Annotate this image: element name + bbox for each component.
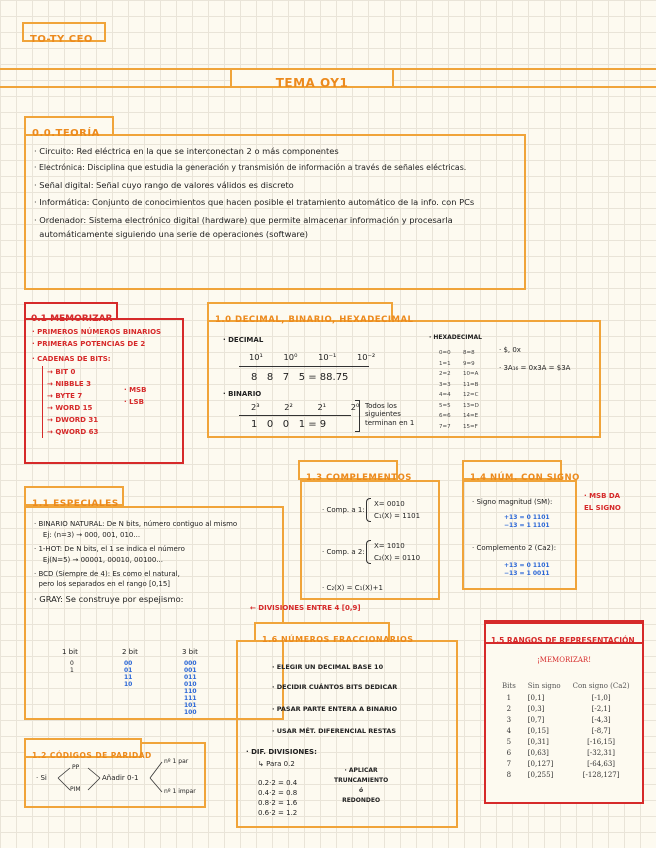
complementos-title: 1.3 COMPLEMENTOS	[306, 473, 412, 483]
frac-div-sub: ↳ Para 0.2	[258, 760, 295, 768]
fraccionarios-title-box	[254, 622, 414, 644]
rangos-header-unsigned: Sin signo	[527, 682, 561, 690]
paridad-title: 1.2 CÓDIGOS DE PARIDAD	[32, 751, 152, 760]
memorizar-title: 0.1 MEMORIZAR	[31, 314, 113, 324]
bin-powers: 2³ 2² 2¹ 2⁰	[251, 402, 360, 412]
rangos-sub: ¡MEMORIZAR!	[536, 656, 592, 664]
teoria-line-1: · Circuito: Red eléctrica en la que se interconectan 2 o más componentes	[34, 146, 339, 156]
especiales-title-box	[24, 486, 124, 509]
teoria-line-3: · Señal digital: Señal cuyo rango de valores válidos es discreto	[34, 180, 294, 191]
chain-dword: → DWORD 31	[47, 416, 99, 425]
frac-item-4: · USAR MÉT. DIFERENCIAL RESTAS	[272, 727, 397, 735]
rangos-table	[496, 680, 636, 780]
chain-nibble: → NIBBLE 3	[47, 380, 91, 389]
gray-head-3: 3 bit	[182, 648, 198, 656]
paridad-pp: PP	[72, 764, 80, 771]
hex-example: · 3A₁₆ = 0x3A = $3A	[499, 364, 571, 372]
gray-head-1: 1 bit	[62, 648, 78, 656]
dec-digits: 8 8 7 5 = 88.75	[251, 372, 349, 383]
c-foot: · C₂(X) = C₁(X)+1	[322, 584, 383, 592]
hex-table-col1: 0=0 1=1 2=2 3=3 4=4 5=5 6=6 7=7	[439, 350, 451, 430]
c2-label: · Comp. a 2:	[322, 548, 365, 556]
chain-qword: → QWORD 63	[47, 428, 99, 437]
esp-line-1: · BINARIO NATURAL: De N bits, número contiguo al mismo	[34, 520, 238, 528]
teoria-box	[24, 134, 526, 290]
table-row: 8 [0,255] [-128,127]	[506, 770, 620, 779]
memorizar-box	[24, 318, 184, 464]
table-row: 2 [0,3] [-2,1]	[506, 704, 611, 713]
teoria-title: 0.0.TEORÍA	[32, 128, 100, 139]
dec-label: · DECIMAL	[223, 336, 264, 344]
table-row: 4 [0,15] [-8,7]	[506, 726, 611, 735]
decimal-title: 1.0 DECIMAL, BINARIO, HEXADECIMAL	[215, 315, 414, 325]
msb-label: · MSB	[124, 386, 147, 394]
table-row: 7 [0,127] [-64,63]	[506, 759, 616, 768]
frac-item-1: · ELEGIR UN DECIMAL BASE 10	[272, 663, 384, 671]
paridad-pim: PIM	[70, 786, 81, 793]
paridad-title-box	[24, 738, 152, 760]
frac-ops: 0.2·2 = 0.4 0.4·2 = 0.8 0.8·2 = 1.6 0.6·2 = 1.2	[258, 779, 298, 817]
c1-values: X= 0010 C₁(X) = 1101	[374, 500, 421, 520]
gray-head-2: 2 bit	[122, 648, 138, 656]
chain-byte: → BYTE 7	[47, 392, 83, 401]
paridad-out1: nº 1 par	[164, 758, 189, 765]
ca2-values: +13 = 0 1101 −13 = 1 0011	[504, 562, 550, 577]
table-row: 3 [0,7] [-4,3]	[506, 715, 611, 724]
esp-line-3: · 1-HOT: De N bits, el 1 se indica el número	[34, 544, 185, 553]
hex-table-col2: 8=8 9=9 10=A 11=B 12=C 13=D 14=E 15=F	[463, 350, 479, 430]
paridad-out2: nº 1 impar	[164, 788, 196, 795]
sm-values: +13 = 0 1101 −13 = 1 1101	[504, 514, 550, 529]
rangos-header-bits: Bits	[502, 682, 516, 690]
esp-line-4: Ej(N=5) → 00001, 00010, 00100...	[34, 556, 163, 565]
gray-col-2: 00 01 11 10	[124, 660, 133, 688]
fraccionarios-title: 1.6 NÚMEROS FRACCIONARIOS	[262, 635, 414, 644]
esp-line-7: · GRAY: Se construye por espejismo:	[34, 594, 184, 605]
main-title-box	[230, 68, 394, 88]
decimal-box	[207, 320, 601, 438]
rangos-title-box	[484, 622, 644, 644]
complementos-title-box	[298, 460, 412, 483]
frac-item-2: · DECIDIR CUÁNTOS BITS DEDICAR	[272, 683, 398, 691]
c2-values: X= 1010 C₂(X) = 0110	[374, 542, 421, 562]
rangos-box	[484, 620, 644, 804]
signo-box	[462, 480, 577, 590]
hex-prefix: · $, 0x	[499, 346, 521, 354]
signo-title-box	[462, 460, 580, 483]
ca2-label: · Complemento 2 (Ca2):	[472, 544, 557, 552]
teoria-line-4: · Informática: Conjunto de conocimientos que hacen posible el tratamiento automático de la info. con PCs	[34, 197, 475, 208]
c1-label: · Comp. a 1:	[322, 506, 365, 514]
teoria-line-2: · Electrónica: Disciplina que estudia la generación y transmisión de información a través de señales eléctricas.	[34, 163, 467, 173]
esp-line-2: Ej: (n=3) → 000, 001, 010...	[34, 531, 141, 540]
teoria-line-6: automáticamente siguiendo una serie de operaciones (software)	[34, 229, 309, 240]
memorizar-item-1: · PRIMEROS NÚMEROS BINARIOS	[32, 328, 162, 336]
table-row: 1 [0,1] [-1,0]	[506, 693, 611, 702]
sm-label: · Signo magnitud (SM):	[472, 498, 553, 506]
fraccionarios-box	[236, 640, 458, 828]
header-tag-text: TO-TY CEO	[30, 34, 93, 45]
especiales-title: 1.1 ESPECIALES	[32, 499, 119, 509]
divisiones-note: ← DIVISIONES ENTRE 4 [0,9]	[250, 604, 361, 612]
page-title: TEMA OY1	[275, 76, 349, 90]
table-row: 5 [0,31] [-16,15]	[506, 737, 616, 746]
msb-sign-note: · MSB DA EL SIGNO	[584, 492, 621, 512]
decimal-title-box	[207, 302, 414, 325]
hex-label: · HEXADECIMAL	[429, 334, 482, 341]
memorizar-title-box	[24, 302, 118, 324]
signo-title: 1.4 NÚM. CON SIGNO	[470, 473, 580, 483]
esp-line-6: pero los separados en el rango [0,15]	[34, 579, 171, 588]
dec-powers: 10¹ 10⁰ 10⁻¹ 10⁻²	[249, 352, 376, 362]
bin-note: Todos los siguientes terminan en 1	[365, 402, 415, 427]
frac-div-label: · DIF. DIVISIONES:	[246, 748, 317, 756]
paridad-mid: Añadir 0-1	[102, 774, 139, 782]
bin-digits: 1 0 0 1 = 9	[251, 419, 327, 430]
teoria-line-5: · Ordenador: Sistema electrónico digital (hardware) que permite almacenar información y procesarla	[34, 214, 453, 225]
frac-item-3: · PASAR PARTE ENTERA A BINARIO	[272, 705, 398, 713]
lsb-label: · LSB	[124, 398, 144, 406]
bin-label: · BINARIO	[223, 390, 262, 398]
header-tag	[22, 22, 106, 45]
gray-col-1: 0 1	[70, 660, 74, 674]
table-row: 6 [0,63] [-32,31]	[506, 748, 616, 757]
memorizar-item-3: · CADENAS DE BITS:	[32, 354, 111, 363]
memorizar-item-2: · PRIMERAS POTENCIAS DE 2	[32, 340, 146, 349]
gray-col-3: 000 001 011 010 110 111 101 100	[184, 660, 197, 716]
chain-bit: → BIT 0	[47, 368, 76, 377]
esp-line-5: · BCD (Siempre de 4): Es como el natural,	[34, 569, 180, 578]
teoria-title-box	[24, 116, 114, 139]
rangos-header-signed: Con signo (Ca2)	[572, 682, 630, 690]
paridad-left: · Si	[36, 774, 47, 782]
rangos-title: 1.5 RANGOS DE REPRESENTACIÓN	[491, 636, 635, 645]
complementos-box	[300, 480, 440, 600]
frac-notes: · APLICAR TRUNCAMIENTO ó REDONDEO	[334, 767, 389, 804]
chain-word: → WORD 15	[47, 404, 93, 413]
